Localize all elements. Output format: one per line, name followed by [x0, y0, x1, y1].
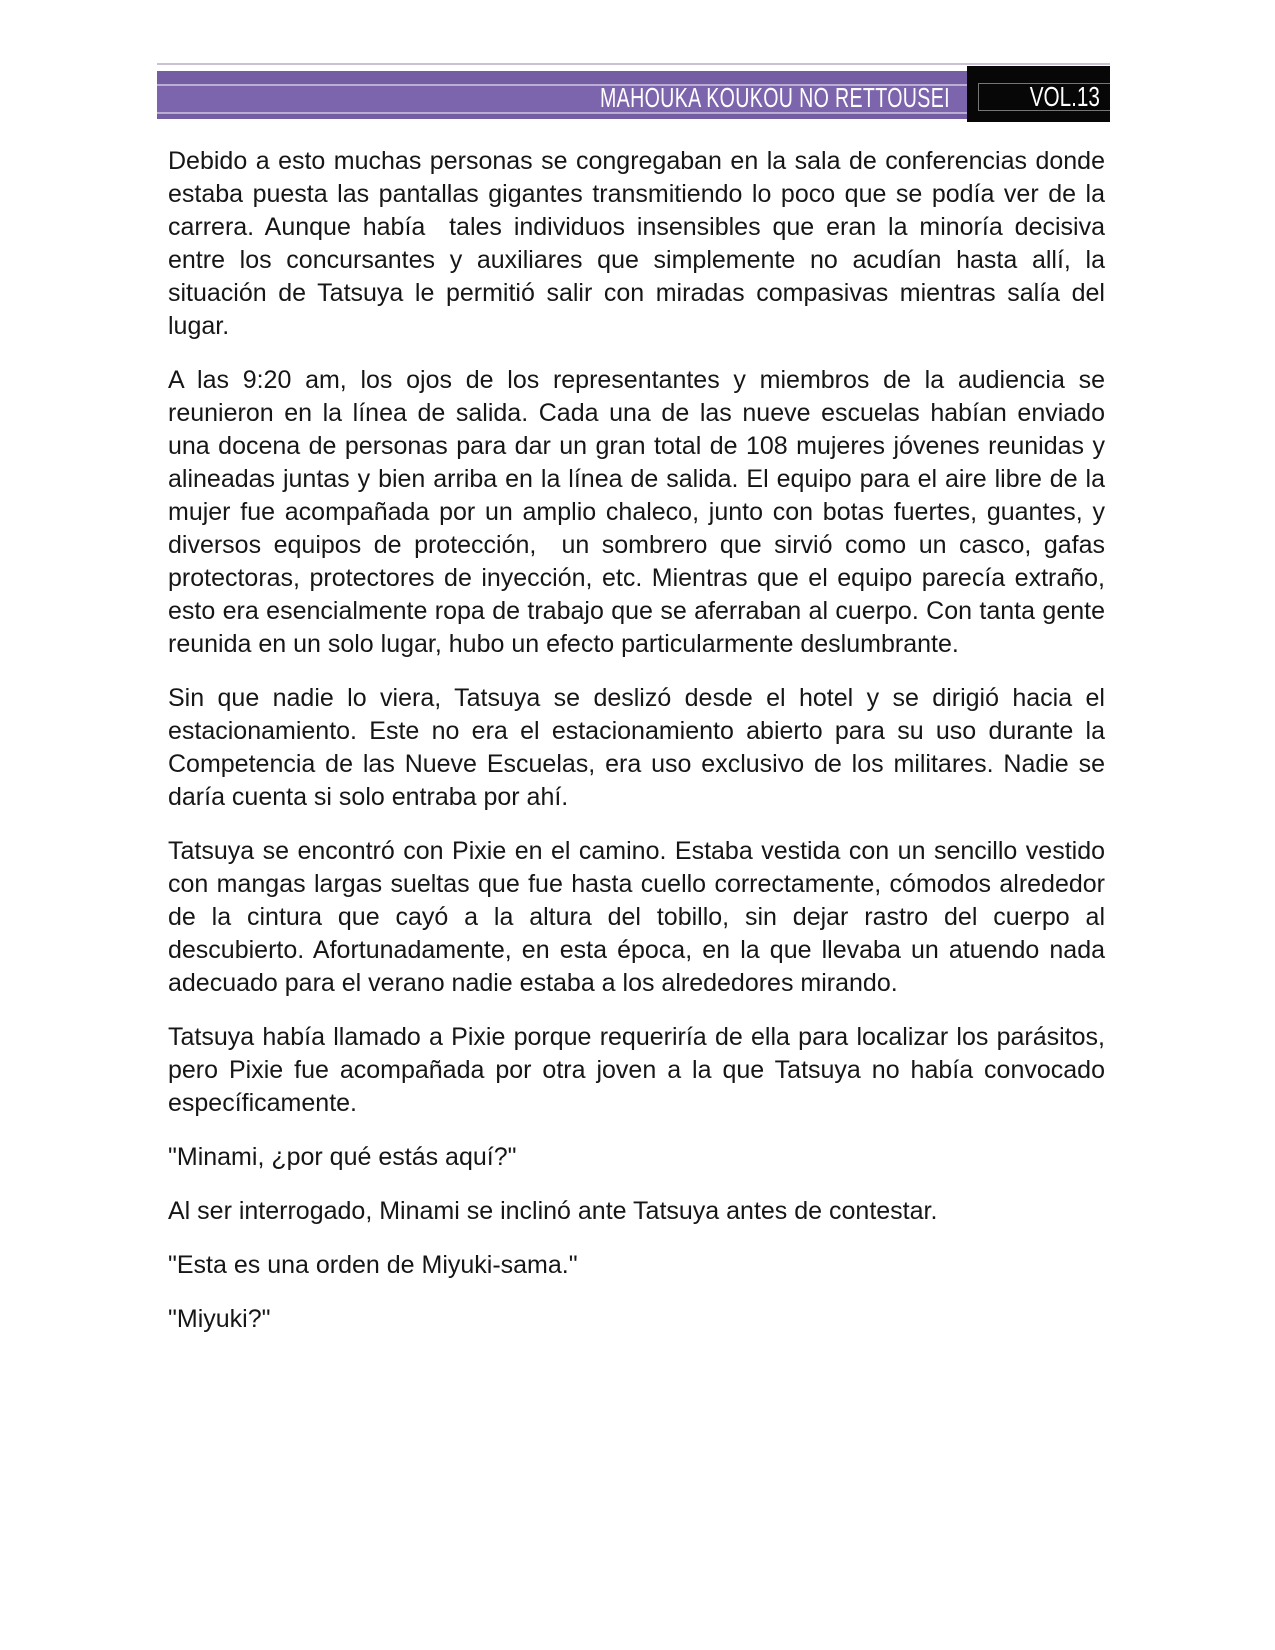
paragraph: Debido a esto muchas personas se congregaban en la sala de conferencias donde estaba puesta las pantallas gigantes transmitiendo lo poco que se podía ver de la carrera. Aunque había tales individuos insensibles que eran la minoría decisiva entre los concursantes y auxiliares que simplemente no acudían hasta allí, la situación de Tatsuya le permitió salir con miradas compasivas mientras salía del lugar.: [168, 147, 1112, 340]
dialogue-line: "Minami, ¿por qué estás aquí?": [168, 1143, 517, 1171]
volume-box-inner-border: [978, 83, 1110, 111]
volume-box: [967, 66, 1110, 122]
header-title: MAHOUKA KOUKOU NO RETTOUSEI: [600, 81, 950, 113]
paragraph: A las 9:20 am, los ojos de los representantes y miembros de la audiencia se reunieron en la línea de salida. Cada una de las nueve escuelas habían enviado una docena de personas para dar un gran total de 108 mujeres jóvenes reunidas y alineadas juntas y bien arriba en la línea de salida. El equipo para el aire libre de la mujer fue acompañada por un amplio chaleco, junto con botas fuertes, guantes, y diversos equipos de protección, un sombrero que sirvió como un casco, gafas protectoras, protectores de inyección, etc. Mientras que el equipo parecía extraño, esto era esencialmente ropa de trabajo que se aferraban al cuerpo. Con tanta gente reunida en un solo lugar, hubo un efecto particularmente deslumbrante.: [168, 366, 1112, 658]
paragraph: Tatsuya había llamado a Pixie porque requeriría de ella para localizar los parásitos, pero Pixie fue acompañada por otra joven a la que Tatsuya no había convocado específicamente.: [168, 1023, 1112, 1117]
volume-label: VOL.13: [1029, 81, 1100, 112]
dialogue-line: "Miyuki?": [168, 1305, 271, 1333]
paragraph: Al ser interrogado, Minami se inclinó ante Tatsuya antes de contestar.: [168, 1197, 938, 1225]
paragraph: Tatsuya se encontró con Pixie en el camino. Estaba vestida con un sencillo vestido con mangas largas sueltas que fue hasta cuello correctamente, cómodos alrededor de la cintura que cayó a la altura del tobillo, sin dejar rastro del cuerpo al descubierto. Afortunadamente, en esta época, en la que llevaba un atuendo nada adecuado para el verano nadie estaba a los alrededores mirando.: [168, 837, 1112, 997]
header-top-rule: [157, 63, 1110, 65]
page-header: [157, 63, 1110, 123]
paragraph: Sin que nadie lo viera, Tatsuya se deslizó desde el hotel y se dirigió hacia el estacionamiento. Este no era el estacionamiento abierto para su uso durante la Competencia de las Nueve Escuelas, era uso exclusivo de los militares. Nadie se daría cuenta si solo entraba por ahí.: [168, 684, 1112, 811]
dialogue-line: "Esta es una orden de Miyuki-sama.": [168, 1251, 578, 1279]
page-content: [168, 145, 1112, 1357]
